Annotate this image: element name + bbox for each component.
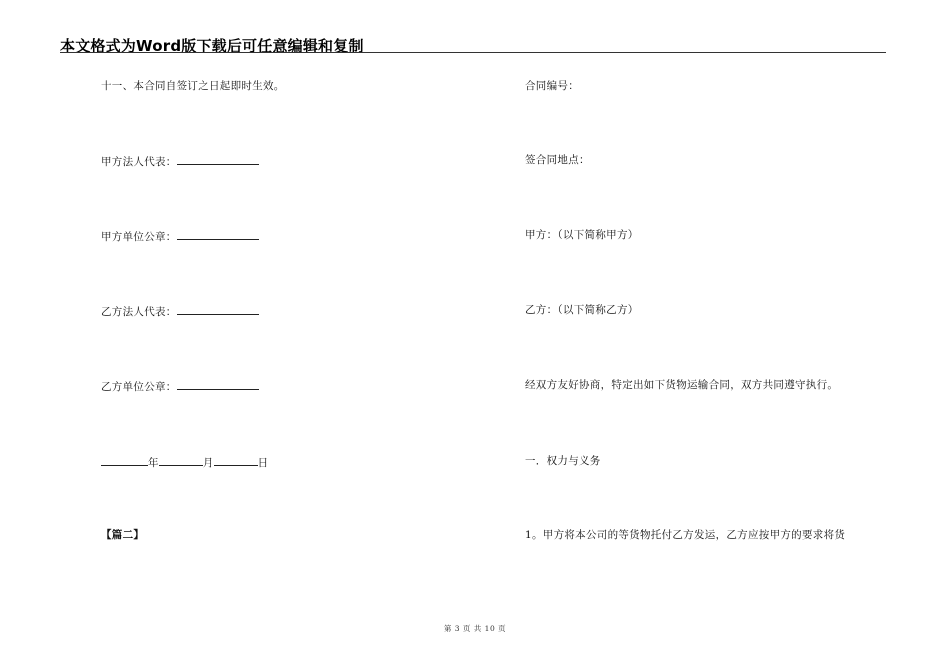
signing-place-label: 签合同地点： xyxy=(525,154,590,166)
contract-intro-paragraph: 经双方友好协商，特定出如下货物运输合同，双方共同遵守执行。 xyxy=(525,379,839,391)
page-number-footer: 第 3 页 共 10 页 xyxy=(443,624,507,633)
signing-date-line xyxy=(101,454,268,470)
party-a-seal-line xyxy=(101,228,259,244)
party-b-seal-line xyxy=(101,378,259,394)
party-b-definition: 乙方：（以下简称乙方） xyxy=(525,304,639,316)
document-header-title: 本文格式为Word版下载后可任意编辑和复制 xyxy=(60,37,364,55)
day-blank xyxy=(214,454,258,466)
section-two-heading: 【篇二】 xyxy=(101,529,145,541)
month-blank xyxy=(159,454,203,466)
party-a-representative-label: 甲方法人代表： xyxy=(101,156,177,168)
party-b-representative-label: 乙方法人代表： xyxy=(101,306,177,318)
year-label: 年 xyxy=(148,457,159,469)
party-b-representative-line xyxy=(101,303,259,319)
year-blank xyxy=(101,454,148,466)
section-one-heading: 一．权力与义务 xyxy=(525,455,601,467)
party-b-seal-blank xyxy=(177,378,259,390)
party-a-seal-blank xyxy=(177,228,259,240)
month-label: 月 xyxy=(202,457,214,469)
party-a-representative-blank xyxy=(177,153,259,165)
clause-eleven: 十一、本合同自签订之日起即时生效。 xyxy=(101,80,285,92)
party-b-seal-label: 乙方单位公章： xyxy=(101,381,177,393)
item-one-paragraph: 1。甲方将本公司的等货物托付乙方发运，乙方应按甲方的要求将货 xyxy=(525,529,846,541)
day-label: 日 xyxy=(257,457,269,469)
party-a-definition: 甲方：（以下简称甲方） xyxy=(525,229,639,241)
header-divider xyxy=(60,52,886,53)
party-a-representative-line xyxy=(101,153,259,169)
party-b-representative-blank xyxy=(177,303,259,315)
party-a-seal-label: 甲方单位公章： xyxy=(101,231,177,243)
contract-number-label: 合同编号： xyxy=(525,80,579,92)
